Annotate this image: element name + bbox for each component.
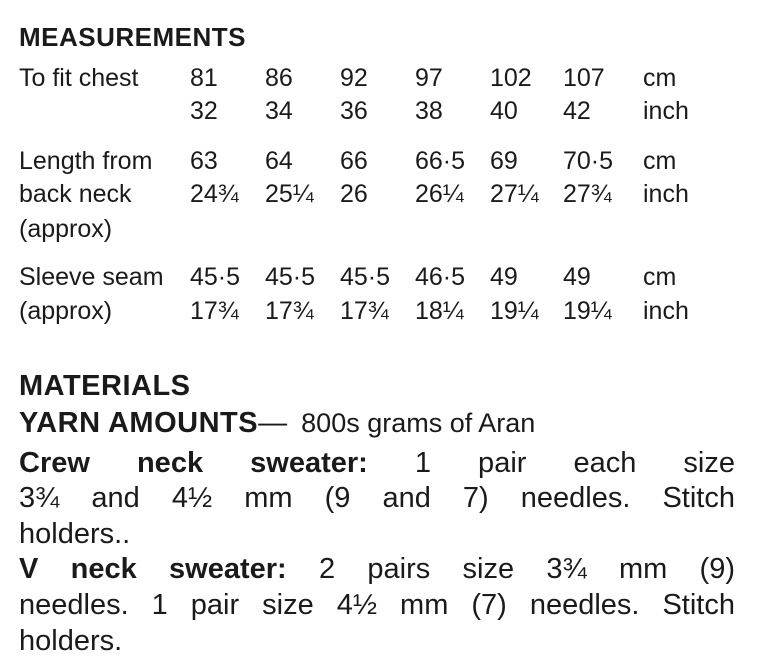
crew-neck-title: Crew neck sweater:: [19, 447, 368, 479]
measurement-value: 46·5: [415, 263, 466, 291]
measurement-value: 49: [490, 263, 518, 291]
measurement-value: 45·5: [340, 263, 391, 291]
crew-neck-text-1: 1 pair each size: [414, 447, 735, 479]
yarn-amounts-text: 800s grams of Aran: [301, 408, 536, 438]
measurement-value: 70·5: [563, 147, 614, 175]
measurement-value: 49: [563, 263, 591, 291]
measurement-unit: inch: [643, 180, 689, 208]
measurement-value: 64: [265, 147, 293, 175]
measurement-value: 24¾: [190, 180, 239, 208]
measurement-value: 19¼: [563, 297, 612, 325]
v-neck-title: V neck sweater:: [19, 553, 287, 585]
measurement-value: 66·5: [415, 147, 466, 175]
measurement-label: To fit chest: [19, 64, 139, 92]
measurement-unit: inch: [643, 297, 689, 325]
measurement-value: 107: [563, 64, 605, 92]
v-neck-line-1: [19, 553, 735, 586]
measurement-value: 102: [490, 64, 532, 92]
crew-neck-line-1: [19, 447, 735, 480]
measurement-value: 17¾: [265, 297, 314, 325]
measurement-value: 34: [265, 97, 293, 125]
yarn-dash: —: [258, 407, 288, 439]
measurement-value: 17¾: [340, 297, 389, 325]
crew-neck-text-2: 3¾ and 4½ mm (9 and 7) needles. Stitch: [19, 482, 735, 514]
measurement-value: 17¾: [190, 297, 239, 325]
yarn-amounts-label: YARN AMOUNTS: [19, 407, 259, 439]
measurement-label: Length from: [19, 147, 153, 175]
measurement-value: 63: [190, 147, 218, 175]
measurement-value: 92: [340, 64, 368, 92]
measurement-value: 38: [415, 97, 443, 125]
measurement-label: (approx): [19, 215, 113, 243]
measurement-value: 26¼: [415, 180, 464, 208]
crew-neck-line-3: [19, 518, 735, 551]
measurement-label: (approx): [19, 297, 113, 325]
measurement-value: 45·5: [190, 263, 241, 291]
measurement-value: 86: [265, 64, 293, 92]
measurement-value: 69: [490, 147, 518, 175]
measurement-value: 36: [340, 97, 368, 125]
measurement-unit: cm: [643, 64, 677, 92]
crew-neck-text-3: holders..: [19, 518, 131, 550]
v-neck-text-1: 2 pairs size 3¾ mm (9): [318, 553, 735, 585]
measurement-value: 42: [563, 97, 591, 125]
measurement-unit: inch: [643, 97, 689, 125]
measurement-label: Sleeve seam: [19, 263, 164, 291]
measurement-value: 66: [340, 147, 368, 175]
measurement-value: 27¼: [490, 180, 539, 208]
measurement-value: 26: [340, 180, 368, 208]
measurement-value: 40: [490, 97, 518, 125]
measurement-value: 32: [190, 97, 218, 125]
v-neck-line-3: [19, 625, 735, 658]
measurement-value: 81: [190, 64, 218, 92]
v-neck-line-2: [19, 589, 735, 622]
crew-neck-line-2: [19, 482, 735, 515]
v-neck-text-2: needles. 1 pair size 4½ mm (7) needles. Stitch: [19, 589, 735, 621]
measurement-value: 25¼: [265, 180, 314, 208]
yarn-amounts-line: [19, 407, 535, 440]
measurement-unit: cm: [643, 263, 677, 291]
measurement-unit: cm: [643, 147, 677, 175]
v-neck-text-3: holders.: [19, 625, 123, 657]
measurement-value: 97: [415, 64, 443, 92]
measurements-heading: MEASUREMENTS: [19, 22, 247, 52]
measurement-value: 19¼: [490, 297, 539, 325]
measurement-value: 27¾: [563, 180, 612, 208]
materials-heading: MATERIALS: [19, 370, 191, 402]
measurement-value: 18¼: [415, 297, 464, 325]
measurement-value: 45·5: [265, 263, 316, 291]
measurement-label: back neck: [19, 180, 132, 208]
